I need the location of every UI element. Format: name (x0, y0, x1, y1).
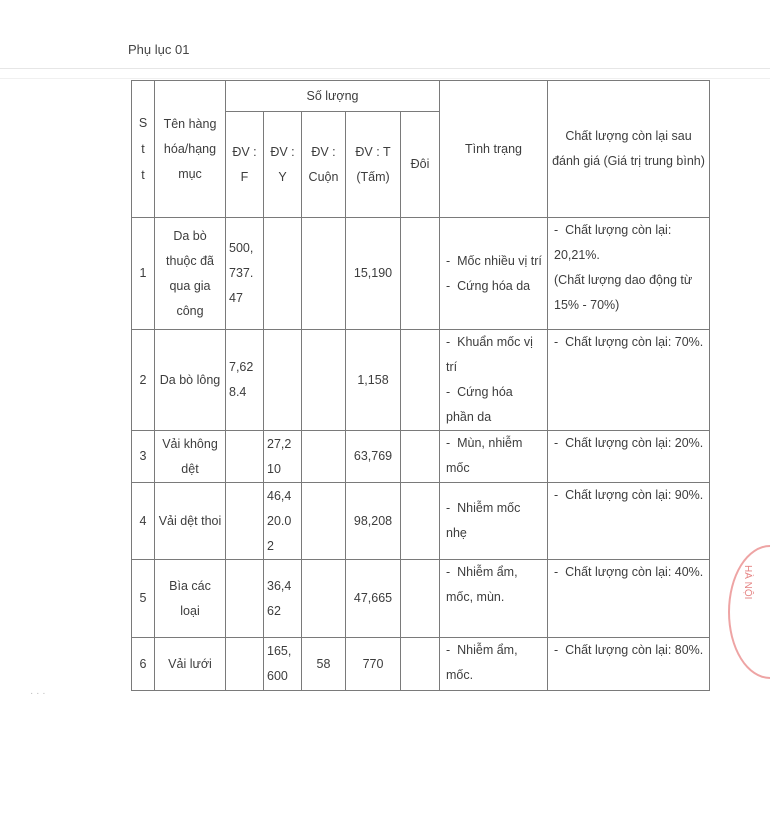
row-qty-cuon (302, 560, 346, 638)
condition-item: - Cứng hóa phần da (446, 380, 544, 430)
row-qty-cuon (302, 330, 346, 431)
row-stt: 2 (132, 330, 155, 431)
table-row (132, 483, 710, 560)
table-row (132, 218, 710, 330)
scan-artifact: · · · (30, 688, 46, 699)
row-item-name: Vải dệt thoi (155, 483, 226, 560)
table-body (132, 218, 710, 691)
row-condition (440, 560, 548, 638)
row-condition (440, 330, 548, 431)
row-qty-tam: 1,158 (346, 330, 401, 431)
header-item-name: Tên hàng hóa/hạng mục (155, 81, 226, 218)
header-unit-f: ĐV : F (226, 112, 264, 218)
condition-item: - Mùn, nhiễm mốc (446, 431, 544, 481)
header-unit-tam: ĐV : T (Tấm) (346, 112, 401, 218)
header-unit-doi: Đôi (401, 112, 440, 218)
header-stt-t2: t (141, 168, 145, 182)
row-stt: 4 (132, 483, 155, 560)
stamp-text: HÀ NỘI (742, 565, 753, 600)
condition-item: - Nhiễm mốc nhẹ (446, 496, 544, 546)
annex-table (131, 80, 710, 691)
row-qty-y (264, 330, 302, 431)
row-qty-tam: 15,190 (346, 218, 401, 330)
header-stt-t1: t (141, 142, 145, 156)
row-item-name: Da bò thuộc đã qua gia công (155, 218, 226, 330)
quality-item: - Chất lượng còn lại: 80%. (554, 638, 706, 663)
row-stt: 5 (132, 560, 155, 638)
condition-item: - Khuẩn mốc vị trí (446, 330, 544, 380)
row-quality (548, 330, 710, 431)
quality-item: - Chất lượng còn lại: 20%. (554, 431, 706, 456)
row-qty-f (226, 638, 264, 691)
row-item-name: Vải không dệt (155, 431, 226, 483)
row-qty-f: 7,628.4 (226, 330, 264, 431)
row-qty-doi (401, 638, 440, 691)
row-qty-f (226, 560, 264, 638)
table-row (132, 431, 710, 483)
condition-item: - Nhiễm ẩm, mốc. (446, 638, 544, 688)
row-qty-y (264, 218, 302, 330)
scan-line (0, 68, 770, 69)
condition-item: - Nhiễm ẩm, mốc, mùn. (446, 560, 544, 610)
row-stt: 1 (132, 218, 155, 330)
row-qty-cuon: 58 (302, 638, 346, 691)
quality-item: - Chất lượng còn lại: 90%. (554, 483, 706, 508)
row-qty-y: 36,462 (264, 560, 302, 638)
row-stt: 3 (132, 431, 155, 483)
row-quality (548, 560, 710, 638)
quality-item: - Chất lượng còn lại: 70%. (554, 330, 706, 355)
header-stt (132, 81, 155, 218)
page-label: Phụ lục 01 (128, 42, 190, 57)
row-item-name: Vải lưới (155, 638, 226, 691)
row-qty-tam: 770 (346, 638, 401, 691)
row-qty-doi (401, 330, 440, 431)
row-qty-doi (401, 560, 440, 638)
header-condition: Tình trạng (440, 81, 548, 218)
row-qty-f: 500,737.47 (226, 218, 264, 330)
quality-item: - Chất lượng còn lại: 20,21%. (554, 218, 706, 268)
row-condition (440, 218, 548, 330)
row-qty-cuon (302, 431, 346, 483)
row-quality (548, 431, 710, 483)
table-row (132, 638, 710, 691)
row-qty-f (226, 483, 264, 560)
condition-item: - Mốc nhiều vị trí (446, 249, 544, 274)
quality-note: (Chất lượng dao động từ 15% - 70%) (554, 273, 693, 312)
row-quality (548, 218, 710, 330)
table-row (132, 330, 710, 431)
row-qty-y: 165,600 (264, 638, 302, 691)
row-qty-cuon (302, 483, 346, 560)
row-qty-f (226, 431, 264, 483)
scan-line (0, 78, 770, 79)
row-condition (440, 638, 548, 691)
row-qty-y: 46,420.02 (264, 483, 302, 560)
row-condition (440, 431, 548, 483)
condition-item: - Cứng hóa da (446, 274, 544, 299)
table-row (132, 560, 710, 638)
header-quality: Chất lượng còn lại sau đánh giá (Giá trị trung bình) (548, 81, 710, 218)
header-stt-s: S (138, 116, 148, 130)
header-unit-y: ĐV : Y (264, 112, 302, 218)
header-unit-cuon: ĐV : Cuộn (302, 112, 346, 218)
row-qty-tam: 63,769 (346, 431, 401, 483)
row-quality (548, 483, 710, 560)
table-header (132, 81, 710, 218)
row-qty-tam: 98,208 (346, 483, 401, 560)
quality-item: - Chất lượng còn lại: 40%. (554, 560, 706, 585)
row-qty-doi (401, 483, 440, 560)
row-item-name: Da bò lông (155, 330, 226, 431)
row-qty-doi (401, 218, 440, 330)
row-condition (440, 483, 548, 560)
row-stt: 6 (132, 638, 155, 691)
row-qty-doi (401, 431, 440, 483)
row-item-name: Bìa các loại (155, 560, 226, 638)
row-qty-y: 27,210 (264, 431, 302, 483)
row-qty-cuon (302, 218, 346, 330)
row-quality (548, 638, 710, 691)
header-quantity-group: Số lượng (226, 81, 440, 112)
row-qty-tam: 47,665 (346, 560, 401, 638)
